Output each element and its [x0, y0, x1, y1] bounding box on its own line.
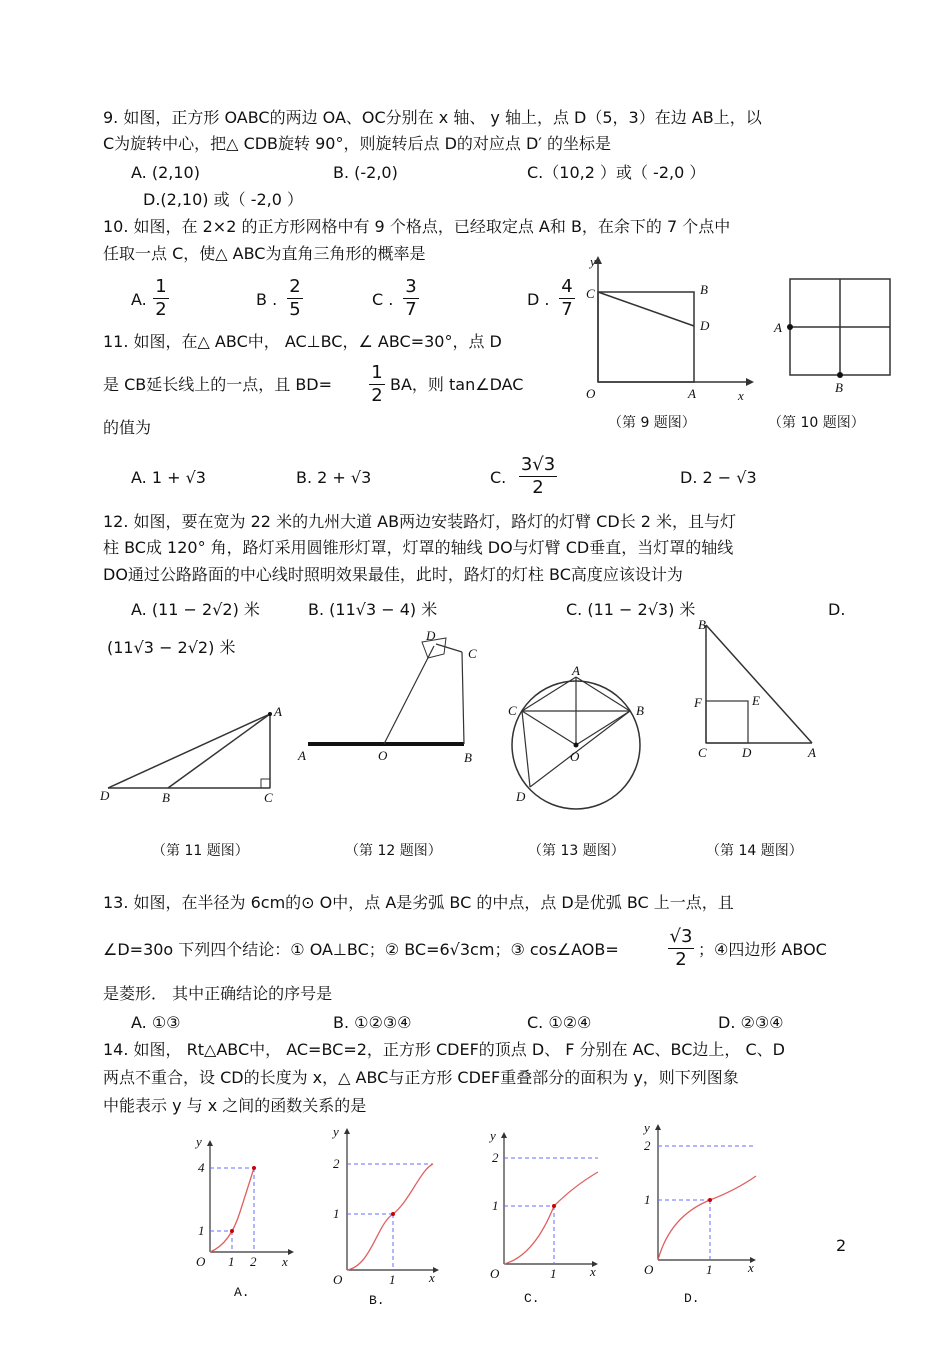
- svg-text:4: 4: [198, 1160, 205, 1175]
- graph-a: [190, 1132, 300, 1307]
- q10-option-c-fraction: [400, 276, 422, 321]
- svg-text:y: y: [644, 1120, 650, 1135]
- q14-line3: 中能表示 y 与 x 之间的函数关系的是: [103, 1096, 367, 1115]
- q13-option-d: D. ②③④: [718, 1013, 784, 1032]
- q10-option-a-label: A.: [131, 290, 147, 309]
- graph-b: [325, 1124, 445, 1309]
- q10-option-d-denominator: 7: [561, 299, 573, 320]
- page-number: 2: [836, 1236, 847, 1255]
- q10-option-d-label: D .: [527, 290, 550, 309]
- q10-line2: 任取一点 C，使△ ABC为直角三角形的概率是: [103, 244, 426, 263]
- q10-option-d-fraction: [556, 276, 578, 321]
- q12-line2: 柱 BC成 120° 角，路灯采用圆锥形灯罩，灯罩的轴线 DO与灯臂 CD垂直，当灯罩的轴线: [103, 538, 734, 557]
- svg-text:A: A: [774, 320, 782, 335]
- svg-text:F: F: [694, 695, 702, 710]
- q13-option-b: B. ①②③④: [333, 1013, 412, 1032]
- figure-12: [298, 628, 488, 768]
- q10-option-b-denominator: 5: [289, 299, 301, 320]
- graph-c: [484, 1128, 604, 1308]
- svg-text:A: A: [688, 386, 696, 401]
- q10-option-b-fraction: [284, 276, 306, 321]
- svg-text:E: E: [752, 693, 760, 708]
- svg-text:2: 2: [250, 1254, 257, 1269]
- svg-text:A: A: [298, 748, 306, 763]
- caption-figure-13: （第 13 题图）: [528, 843, 625, 859]
- q12-option-d-label: D.: [828, 600, 846, 619]
- svg-text:1: 1: [644, 1192, 651, 1207]
- q9-line1: 9. 如图，正方形 OABC的两边 OA、OC分别在 x 轴、 y 轴上，点 D（5，3）在边 AB上，以: [103, 108, 762, 127]
- figure-11: [98, 700, 288, 810]
- q10-option-b-label: B .: [256, 290, 278, 309]
- svg-text:1: 1: [550, 1266, 557, 1281]
- q13-cos-denominator: 2: [675, 949, 687, 970]
- q11-line2-a: 是 CB延长线上的一点，且 BD=: [103, 375, 333, 394]
- svg-text:B: B: [835, 380, 843, 395]
- svg-text:1: 1: [492, 1198, 499, 1213]
- svg-text:O: O: [586, 386, 596, 401]
- svg-text:2: 2: [644, 1138, 651, 1153]
- graph-c-label: C.: [524, 1291, 540, 1306]
- svg-text:y: y: [196, 1134, 202, 1149]
- svg-text:x: x: [738, 388, 744, 403]
- q11-option-b: B. 2 + √3: [296, 468, 372, 487]
- q12-option-c: C. (11 − 2√3) 米: [566, 600, 696, 619]
- q13-line2-b: ；④四边形 ABOC: [698, 940, 827, 959]
- svg-text:O: O: [378, 748, 388, 763]
- q11-option-c-numerator: 3√3: [520, 454, 556, 475]
- q12-option-a: A. (11 − 2√2) 米: [131, 600, 260, 619]
- q11-bd-denominator: 2: [371, 385, 383, 406]
- q13-option-a: A. ①③: [131, 1013, 181, 1032]
- q11-line3: 的值为: [103, 418, 152, 437]
- caption-figure-10: （第 10 题图）: [768, 415, 865, 431]
- q13-cos-fraction: [666, 926, 696, 971]
- q10-option-d-numerator: 4: [561, 276, 573, 297]
- caption-figure-14: （第 14 题图）: [706, 843, 803, 859]
- figure-10: [770, 276, 900, 401]
- svg-text:D: D: [100, 788, 110, 803]
- q9-option-d: D.(2,10) 或（ -2,0 ）: [143, 190, 303, 209]
- svg-text:B: B: [162, 790, 170, 805]
- svg-text:A: A: [572, 663, 580, 678]
- svg-text:1: 1: [333, 1206, 340, 1221]
- svg-text:B: B: [636, 703, 644, 718]
- figure-9: [578, 250, 758, 410]
- q9-option-a: A. (2,10): [131, 163, 200, 182]
- q11-option-a: A. 1 + √3: [131, 468, 206, 487]
- graph-a-label: A.: [234, 1285, 250, 1300]
- q10-option-c-numerator: 3: [405, 276, 417, 297]
- svg-text:y: y: [590, 254, 596, 269]
- svg-text:D: D: [426, 628, 436, 643]
- figure-13: [500, 665, 660, 815]
- svg-text:B: B: [700, 282, 708, 297]
- q11-option-c-denominator: 2: [532, 477, 544, 498]
- svg-text:x: x: [748, 1260, 754, 1275]
- svg-text:x: x: [590, 1264, 596, 1279]
- q14-line2: 两点不重合，设 CD的长度为 x，△ ABC与正方形 CDEF重叠部分的面积为 y，则下列图象: [103, 1068, 739, 1087]
- svg-text:B: B: [698, 617, 706, 632]
- svg-text:1: 1: [198, 1223, 205, 1238]
- q13-line1: 13. 如图，在半径为 6cm的⊙ O中，点 A是劣弧 BC 的中点，点 D是优弧 BC 上一点，且: [103, 893, 734, 912]
- q11-line1: 11. 如图，在△ ABC中， AC⊥BC，∠ ABC=30°，点 D: [103, 332, 502, 351]
- svg-text:D: D: [700, 318, 710, 333]
- q11-bd-fraction: [366, 362, 388, 407]
- q13-cos-numerator: √3: [669, 926, 693, 947]
- q10-line1: 10. 如图，在 2×2 的正方形网格中有 9 个格点，已经取定点 A和 B，在余下的 7 个点中: [103, 217, 731, 236]
- q11-line2-b: BA，则 tan∠DAC: [390, 375, 524, 394]
- q11-option-d: D. 2 − √3: [680, 468, 757, 487]
- svg-text:C: C: [508, 703, 517, 718]
- q10-option-a-denominator: 2: [155, 299, 167, 320]
- q13-line3: 是菱形． 其中正确结论的序号是: [103, 984, 333, 1003]
- q12-line1: 12. 如图，要在宽为 22 米的九州大道 AB两边安装路灯，路灯的灯臂 CD长 2 米，且与灯: [103, 512, 737, 531]
- svg-text:O: O: [490, 1266, 500, 1281]
- q11-bd-numerator: 1: [371, 362, 383, 383]
- svg-text:2: 2: [492, 1150, 499, 1165]
- q13-line2-a: ∠D=30o 下列四个结论：① OA⊥BC；② BC=6√3cm；③ cos∠AOB=: [103, 940, 619, 959]
- q11-option-c-label: C.: [490, 468, 507, 487]
- svg-text:1: 1: [228, 1254, 235, 1269]
- svg-text:C: C: [264, 790, 273, 805]
- figure-14: [690, 615, 830, 765]
- q11-option-c-fraction: [516, 454, 560, 499]
- q9-line2: C为旋转中心，把△ CDB旋转 90°，则旋转后点 D的对应点 D′ 的坐标是: [103, 134, 612, 153]
- q10-option-b-numerator: 2: [289, 276, 301, 297]
- caption-figure-12: （第 12 题图）: [345, 843, 442, 859]
- svg-text:C: C: [586, 286, 595, 301]
- svg-text:1: 1: [389, 1272, 396, 1287]
- svg-text:O: O: [644, 1262, 654, 1277]
- caption-figure-11: （第 11 题图）: [152, 843, 249, 859]
- svg-text:A: A: [274, 704, 282, 719]
- svg-text:1: 1: [706, 1262, 713, 1277]
- q10-option-c-denominator: 7: [405, 299, 417, 320]
- svg-text:y: y: [333, 1124, 339, 1139]
- q12-option-d: (11√3 − 2√2) 米: [107, 638, 236, 657]
- svg-text:O: O: [333, 1272, 343, 1287]
- svg-text:x: x: [282, 1254, 288, 1269]
- graph-b-label: B.: [369, 1293, 385, 1308]
- q9-option-b: B. (-2,0): [333, 163, 398, 182]
- svg-text:2: 2: [333, 1156, 340, 1171]
- q13-option-c: C. ①②④: [527, 1013, 592, 1032]
- q12-option-b: B. (11√3 − 4) 米: [308, 600, 438, 619]
- q10-option-c-label: C .: [372, 290, 394, 309]
- svg-text:B: B: [464, 750, 472, 765]
- graph-d-label: D.: [684, 1291, 700, 1306]
- svg-text:x: x: [429, 1270, 435, 1285]
- svg-text:D: D: [516, 789, 526, 804]
- q9-option-c: C.（10,2 ）或（ -2,0 ）: [527, 163, 706, 182]
- graph-d: [640, 1120, 765, 1308]
- q14-line1: 14. 如图， Rt△ABC中， AC=BC=2，正方形 CDEF的顶点 D、 F 分别在 AC、BC边上， C、D: [103, 1040, 785, 1059]
- q10-option-a-numerator: 1: [155, 276, 167, 297]
- svg-text:O: O: [570, 749, 580, 764]
- q10-option-a-fraction: [150, 276, 172, 321]
- svg-text:C: C: [698, 745, 707, 760]
- svg-text:O: O: [196, 1254, 206, 1269]
- svg-text:D: D: [742, 745, 752, 760]
- svg-text:y: y: [490, 1128, 496, 1143]
- svg-text:C: C: [468, 646, 477, 661]
- svg-text:A: A: [808, 745, 816, 760]
- q12-line3: DO通过公路路面的中心线时照明效果最佳，此时，路灯的灯柱 BC高度应该设计为: [103, 565, 683, 584]
- caption-figure-9: （第 9 题图）: [608, 415, 696, 431]
